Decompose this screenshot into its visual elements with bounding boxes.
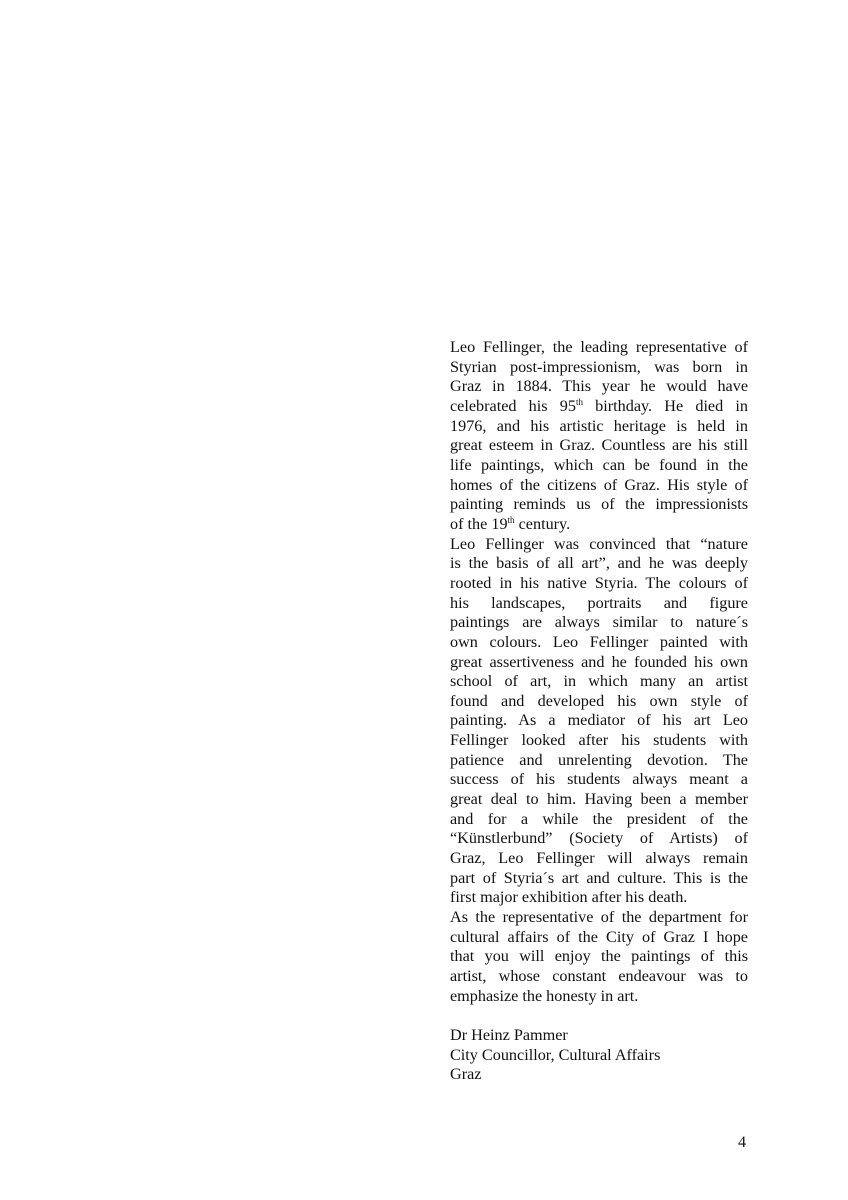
- text-line: artist, whose constant endeavour was to: [450, 967, 748, 985]
- text-line: great deal to him. Having been a member: [450, 790, 748, 809]
- paragraph-intro: [450, 338, 748, 535]
- text-line: Graz in 1884. This year he would have: [450, 377, 748, 396]
- text-line: Fellinger looked after his students with: [450, 731, 748, 750]
- text-line: 1976, and his artistic heritage is held in: [450, 416, 748, 435]
- text-line: Leo Fellinger, the leading representative of: [450, 338, 748, 356]
- text-line: and for a while the president of the: [450, 809, 748, 828]
- signatory-title: City Councillor, Cultural Affairs: [450, 1045, 661, 1064]
- text-line: painting reminds us of the impressionists: [450, 495, 748, 514]
- page-number: 4: [738, 1133, 747, 1151]
- text-line: [450, 515, 748, 535]
- text-line: own colours. Leo Fellinger painted with: [450, 632, 748, 651]
- ordinal-suffix: th: [507, 514, 515, 525]
- text-line: success of his students always meant a: [450, 770, 748, 789]
- text-line: school of art, in which many an artist: [450, 672, 748, 691]
- text-line: great assertiveness and he founded his own: [450, 652, 748, 671]
- text-line: “Künstlerbund” (Society of Artists) of: [450, 829, 748, 848]
- text-line: Graz, Leo Fellinger will always remain: [450, 849, 748, 868]
- text-line: cultural affairs of the City of Graz I hope: [450, 927, 748, 946]
- text-line: his landscapes, portraits and figure: [450, 593, 748, 612]
- text-line: painting. As a mediator of his art Leo: [450, 711, 748, 730]
- signatory-city: Graz: [450, 1065, 482, 1084]
- signature-block: [450, 1026, 748, 1085]
- text-line: homes of the citizens of Graz. His style of: [450, 475, 748, 494]
- text-line: Leo Fellinger was convinced that “nature: [450, 534, 748, 553]
- text-line: first major exhibition after his death.: [450, 888, 688, 907]
- text-line: great esteem in Graz. Countless are his still: [450, 436, 748, 455]
- ordinal-suffix: th: [575, 396, 583, 407]
- text-fragment: celebrated his 95: [450, 396, 576, 415]
- text-fragment: century.: [514, 514, 571, 533]
- text-line: is the basis of all art”, and he was deeply: [450, 554, 748, 573]
- text-line: As the representative of the department for: [450, 908, 748, 927]
- paragraph-biography: [450, 535, 748, 908]
- text-line: found and developed his own style of: [450, 691, 748, 710]
- text-line: rooted in his native Styria. The colours of: [450, 573, 748, 592]
- text-fragment: of the 19: [450, 514, 508, 533]
- text-line: life paintings, which can be found in the: [450, 455, 748, 474]
- text-line: Styrian post-impressionism, was born in: [450, 357, 748, 376]
- text-fragment: birthday. He died in: [582, 396, 748, 415]
- text-line: part of Styria´s art and culture. This is the: [450, 868, 748, 887]
- text-line: paintings are always similar to nature´s: [450, 613, 748, 632]
- paragraph-closing: [450, 908, 748, 1006]
- text-line: that you will enjoy the paintings of this: [450, 947, 748, 966]
- text-line: emphasize the honesty in art.: [450, 986, 639, 1005]
- article-body: [450, 338, 748, 1085]
- text-line: patience and unrelenting devotion. The: [450, 750, 748, 769]
- signatory-name: Dr Heinz Pammer: [450, 1025, 568, 1044]
- text-line: [450, 397, 748, 417]
